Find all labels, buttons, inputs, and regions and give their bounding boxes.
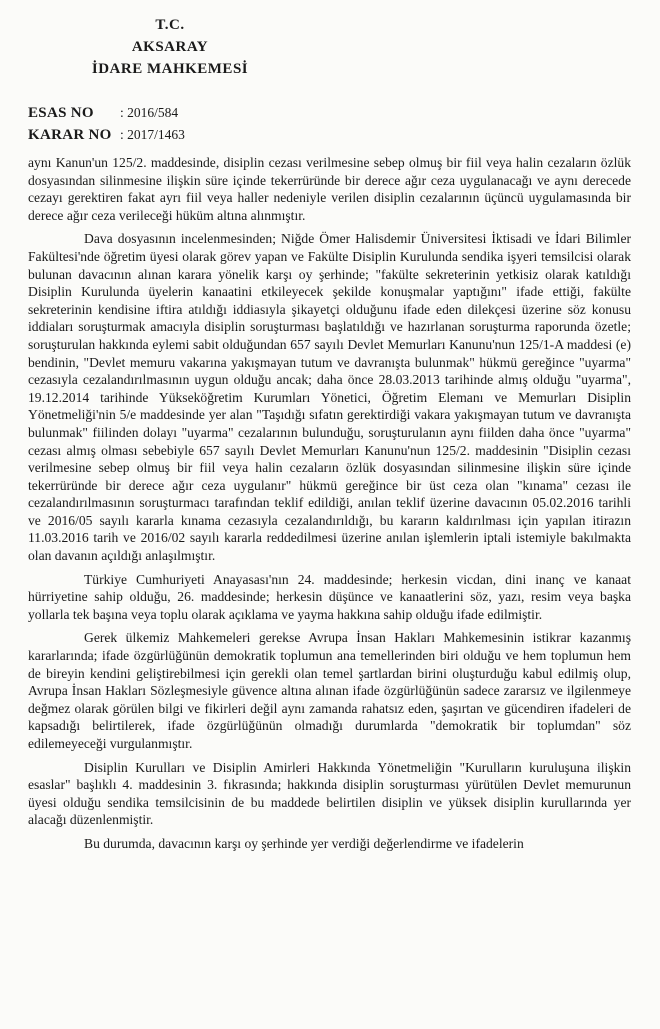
header-tc: T.C.	[155, 17, 185, 33]
paragraph-freedom-of-expression: Gerek ülkemiz Mahkemeleri gerekse Avrupa İnsan Hakları Mahkemesinin istikrar kazanmış kararlarında; ifade özgürlüğünün demokratik toplumun ana temellerinden biri olduğu ve hem toplumun hem de bireyin kendini geliştirebilmesi için gerekli olan temel şartlardan birini oluşturduğu kabul edilmiş olup, Avrupa İnsan Hakları Sözleşmesiyle güvence altına alınan ifade özgürlüğünün sadece zararsız ve ilgilenmeye değmez olarak görülen bilgi ve fikirleri değil aynı zamanda rahatsız eden, şaşırtan ve gücendiren ifadeleri de kapsadığı belirtilerek, ifade özgürlüğünün olmadığı durumlarda "demokratik bir toplumdan" söz edilemeyeceği vurgulanmıştır.	[28, 630, 631, 751]
court-header	[60, 14, 280, 80]
karar-row	[28, 124, 185, 146]
paragraph-regulation: Disiplin Kurulları ve Disiplin Amirleri Hakkında Yönetmeliğin "Kurulların kuruluşuna ilişkin esaslar" başlıklı 4. maddesinin 3. fıkrasında; hakkında disiplin soruşturması yürütülen Devlet memurunun üyesi olduğu sendika temsilcisinin de bu maddede belirtilen disiplin ve yüksek disiplin kurullarında yer alacağı düzenlenmiştir.	[28, 759, 631, 828]
paragraph-constitution: Türkiye Cumhuriyeti Anayasası'nın 24. maddesinde; herkesin vicdan, dini inanç ve kanaat hürriyetine sahip olduğu, 26. maddesinde; herkesin düşünce ve kanaatlerini söz, yazı, resim veya başka yollarla tek başına veya toplu olarak açıklama ve yayma hakkına sahip olduğu ifade edilmiştir.	[28, 571, 631, 622]
esas-label: ESAS NO	[28, 105, 94, 121]
paragraph-continuation: aynı Kanun'un 125/2. maddesinde, disiplin cezası verilmesine sebep olmuş bir fiil veya halin cezaların özlük dosyasından silinmesine ilişkin süre içinde tekerrüründe bir derece ağır ceza uygulanacağı ve aynı derecede cezayı gerektiren fakat ayrı fiil veya haller nedeniyle verilen disiplin cezalarının üçüncü uygulamasında bir derece ağır ceza verileceği hüküm altına alınmıştır.	[28, 155, 631, 223]
case-meta	[28, 102, 185, 146]
header-city: AKSARAY	[131, 39, 209, 55]
karar-value: : 2017/1463	[120, 127, 185, 142]
esas-row	[28, 102, 185, 124]
document-body	[28, 154, 631, 859]
header-court-name: İDARE MAHKEMESİ	[91, 61, 249, 77]
paragraph-case-file: Dava dosyasının incelenmesinden; Niğde Ömer Halisdemir Üniversitesi İktisadi ve İdari Bilimler Fakültesi'nde öğretim üyesi olarak görev yapan ve Fakülte Disiplin Kurulunda sendika işyeri temsilcisi olarak bulunan davacının alınan karara yönelik karşı oy şerhinde; "fakülte sekreterinin yetkisiz olarak katıldığı Disiplin Kurulunda üyelerin kanaatini etkileyecek şekilde konuşmalar yaptığını" ifade ettiği, fakülte sekreterinin kendisine iftira atıldığı iddiasıyla şikayetçi olduğunu ifade eden dilekçesi üzerine söz konusu iddiaları soruşturmak amacıyla disiplin soruşturması başlatıldığı ve hazırlanan soruşturma raporunda özetle; soruşturulan hakkında eylemi sabit olduğundan 657 sayılı Devlet Memurları Kanunu'nun 125/1-A maddesi (e) bendinin, "Devlet memuru vakarına yakışmayan tutum ve davranışta bulunmak" hükmü gereğince "uyarma" cezasıyla cezalandırılmasının uygun olduğu ancak; daha önce 28.03.2013 tarihinde almış olduğu "uyarma", 19.12.2014 tarihinde Yükseköğretim Kurumları Yönetici, Öğretim Elemanı ve Memurları Disiplin Yönetmeliği'nin 5/e maddesinde yer alan "Taşıdığı sıfatın gerektirdiği vakara yakışmayan tutum ve davranışta bulunmak" fiilinden dolayı "uyarma" cezalarının bulunduğu, soruşturulanın aynı fiilden daha önce "uyarma" cezası almış olması sebebiyle 657 sayılı Devlet Memurları Kanunu'nun 125/2. maddesinin "Disiplin cezası verilmesine sebep olmuş bir fiil veya halin cezaların özlük dosyasından silinmesine ilişkin süre içinde tekerrüründe bir derece ağır ceza uygulanır" hükmü gereğince bir üst ceza olan "kınama" cezası ile cezalandırılmasının soruşturmacı tarafından teklif edildiği, anılan teklif üzerine davacının 05.02.2016 tarihli ve 2016/05 sayılı kararla kınama cezasıyla cezalandırıldığı, bu kararın kaldırılması için yapılan itirazın 11.03.2016 tarih ve 2016/02 sayılı kararla reddedilmesi üzerine anılan işlemlerin iptali istemiyle bakılmakta olan davanın açıldığı anlaşılmıştır.	[28, 231, 631, 564]
karar-label: KARAR NO	[28, 127, 112, 143]
paragraph-conclusion-start: Bu durumda, davacının karşı oy şerhinde yer verdiği değerlendirme ve ifadelerin	[84, 835, 524, 851]
esas-value: : 2016/584	[120, 105, 179, 120]
